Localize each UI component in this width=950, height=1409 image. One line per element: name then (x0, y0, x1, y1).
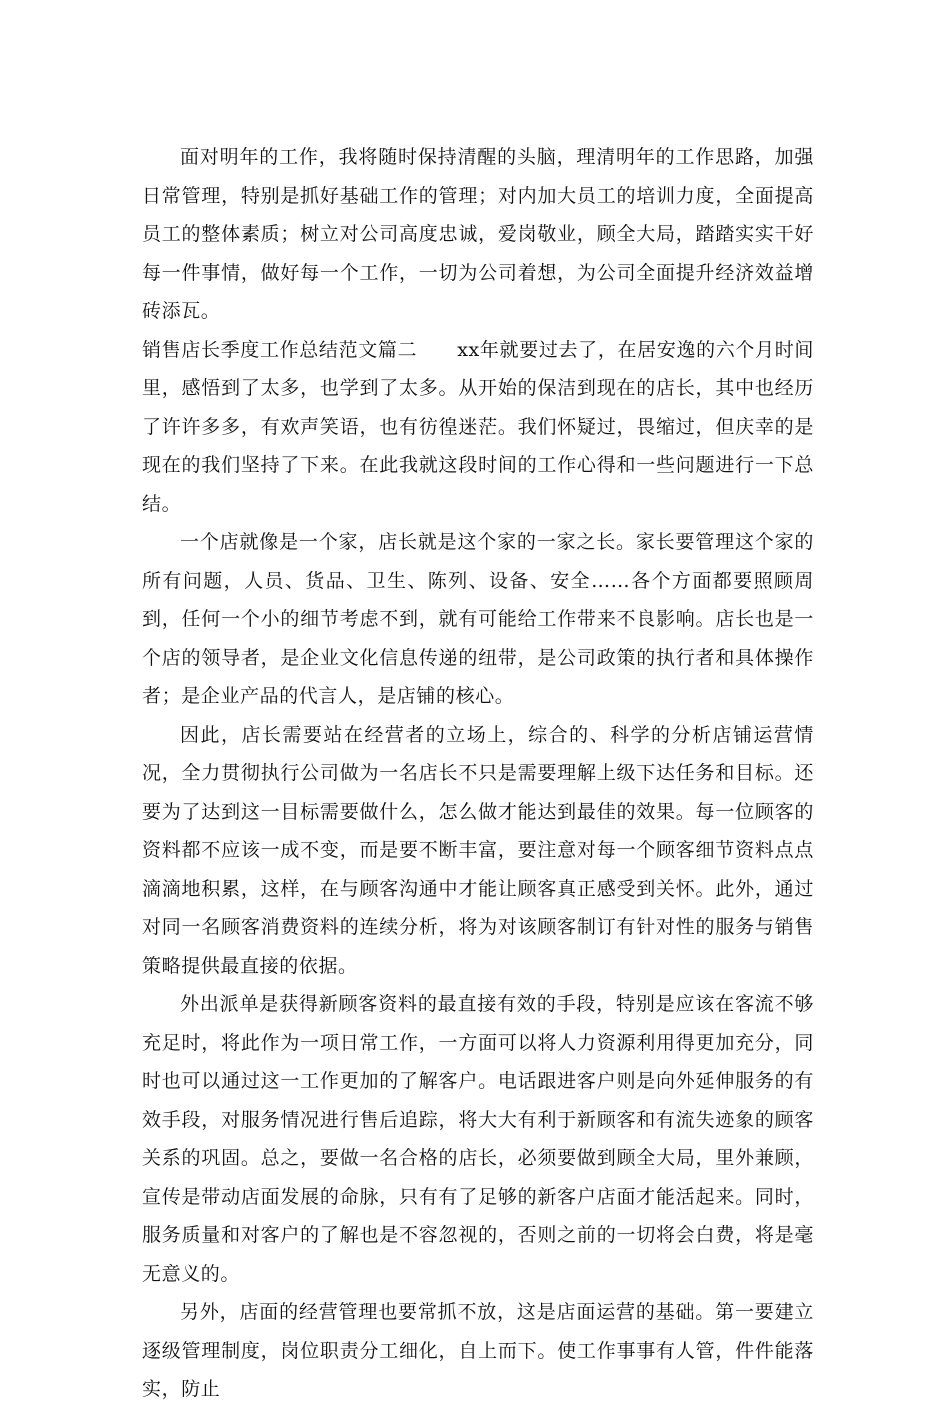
paragraph-5: 另外，店面的经营管理也要常抓不放，这是店面运营的基础。第一要建立逐级管理制度，岗位职责分工细化，自上而下。使工作事事有人管，件件能落实，防止 (142, 1301, 814, 1400)
section-title: 销售店长季度工作总结范文篇二 (142, 338, 418, 361)
paragraph-4: 外出派单是获得新顾客资料的最直接有效的手段，特别是应该在客流不够充足时，将此作为一项日常工作，一方面可以将人力资源利用得更加充分，同时也可以通过这一工作更加的了解客户。电话跟进客户则是向外延伸服务的有效手段，对服务情况进行售后追踪，将大大有利于新顾客和有流失迹象的顾客关系的巩固。总之，要做一名合格的店长，必须要做到顾全大局，里外兼顾，宣传是带动店面发展的命脉，只有有了足够的新客户店面才能活起来。同时，服务质量和对客户的了解也是不容忽视的，否则之前的一切将会白费，将是毫无意义的。 (142, 993, 814, 1285)
section-paragraph (142, 331, 814, 524)
paragraph-2: 一个店就像是一个家，店长就是这个家的一家之长。家长要管理这个家的所有问题，人员、货品、卫生、陈列、设备、安全……各个方面都要照顾周到，任何一个小的细节考虑不到，就有可能给工作带来不良影响。店长也是一个店的领导者，是企业文化信息传递的纽带，是公司政策的执行者和具体操作者；是企业产品的代言人，是店铺的核心。 (142, 531, 814, 707)
paragraph-1: 面对明年的工作，我将随时保持清醒的头脑，理清明年的工作思路，加强日常管理，特别是抓好基础工作的管理；对内加大员工的培训力度，全面提高员工的整体素质；树立对公司高度忠诚，爱岗敬业，顾全大局，踏踏实实干好每一件事情，做好每一个工作，一切为公司着想，为公司全面提升经济效益增砖添瓦。 (142, 146, 814, 322)
paragraph-3: 因此，店长需要站在经营者的立场上，综合的、科学的分析店铺运营情况，全力贯彻执行公司做为一名店长不只是需要理解上级下达任务和目标。还要为了达到这一目标需要做什么，怎么做才能达到最佳的效果。每一位顾客的资料都不应该一成不变，而是要不断丰富，要注意对每一个顾客细节资料点点滴滴地积累，这样，在与顾客沟通中才能让顾客真正感受到关怀。此外，通过对同一名顾客消费资料的连续分析，将为对该顾客制订有针对性的服务与销售策略提供最直接的依据。 (142, 723, 814, 977)
document-body (142, 138, 814, 1409)
section-intro: xx年就要过去了，在居安逸的六个月时间里，感悟到了太多，也学到了太多。从开始的保洁到现在的店长，其中也经历了许许多多，有欢声笑语，也有彷徨迷茫。我们怀疑过，畏缩过，但庆幸的是现在的我们坚持了下来。在此我就这段时间的工作心得和一些问题进行一下总结。 (142, 338, 814, 515)
